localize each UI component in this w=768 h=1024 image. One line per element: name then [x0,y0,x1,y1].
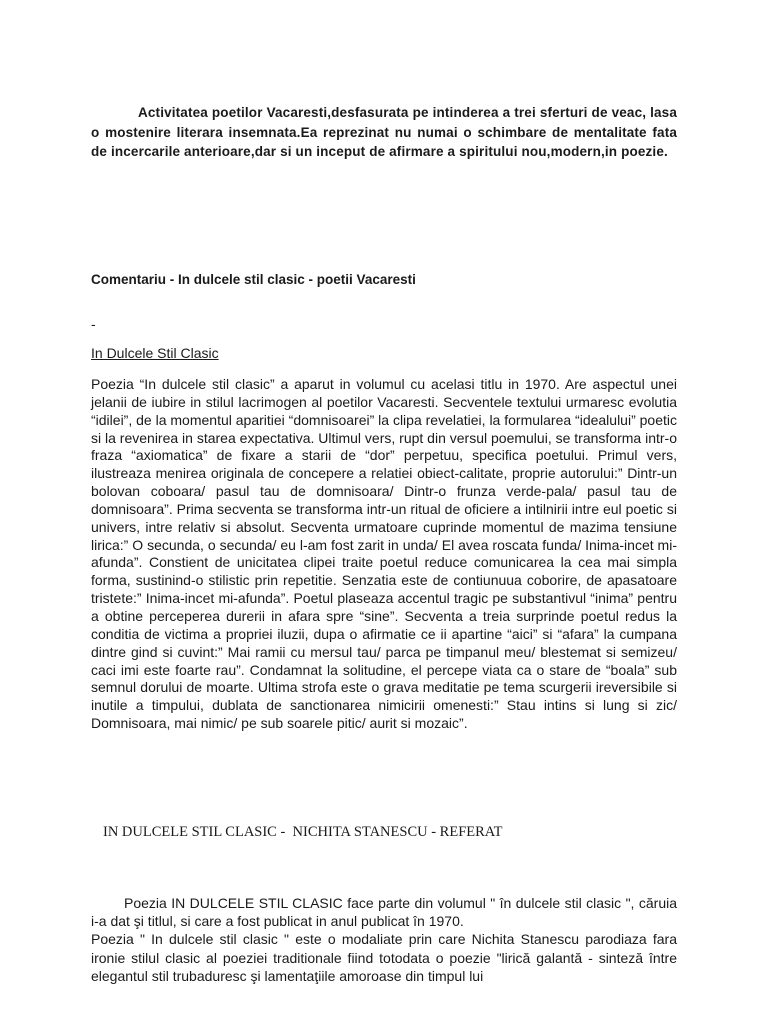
commentary-heading: Comentariu - In dulcele stil clasic - poetii Vacaresti [91,272,416,287]
commentary-body: Poezia “In dulcele stil clasic” a aparut in volumul cu acelasi titlu in 1970. Are aspectul unei jelanii de iubire in stilul lacrimogen al poetilor Vacaresti. Secventele textului urmaresc evolutia “idilei”, de la momentul aparitiei “domnisoarei” la clipa revelatiei, la formularea “idealului” poetic si la revenirea in starea expectativa. Ultimul vers, rupt din versul poemului, se transforma intr-o fraza “axiomatica” de fixare a starii de “dor” perpetuu, specifica poetului. Primul vers, ilustreaza menirea originala de concepere a relatiei obiect-calitate, proprie autorului:” Dintr-un bolovan coboara/ pasul tau de domnisoara/ Dintr-o frunza verde-pala/ pasul tau de domnisoara”. Prima secventa se transforma intr-un ritual de oficiere a intilnirii intre eul poetic si univers, intre relativ si absolut. Secventa urmatoare cuprinde momentul de mazima tensiune lirica:” O secunda, o secunda/ eu l-am fost zarit in unda/ El avea roscata funda/ Inima-incet mi-afunda”. Constient de unicitatea clipei traite poetul reduce comunicarea la cea mai simpla forma, sustinind-o stilistic prin repetitie. Senzatia este de contiunuua coborire, de apasatoare tristete:” Inima-incet mi-afunda”. Poetul plaseaza accentul tragic pe substantivul “inima” pentru a obtine perceperea durerii in afara spre “sine”. Secventa a treia surprinde poetul redus la conditia de victima a propriei iluzii, dupa o afirmatie ce ii apartine “aici” si “afara” la cumpana dintre gind si cuvint:” Mai ramii cu mersul tau/ parca pe timpanul meu/ blestemat si semizeu/ caci imi este foarte rau”. Condamnat la solitudine, el percepe viata ca o stare de “boala” sub semnul dorului de moarte. Ultima strofa este o grava meditatie pe tema scurgerii ireversibile si inutile a timpului, dublata de sanctionarea nimicirii omenesti:” Stau intins si lung si zic/ Domnisoara, mai nimic/ pe sub soarele pitic/ aurit si mozaic”. [91,376,677,732]
separator-dash: - [91,316,96,332]
referat-paragraph-1: Poezia IN DULCELE STIL CLASIC face parte din volumul " în dulcele stil clasic ", căruia i-a dat şi titlul, si care a fost publicat in anul publicat în 1970. [91,895,677,929]
intro-paragraph: Activitatea poetilor Vacaresti,desfasurata pe intinderea a trei sferturi de veac, lasa o mostenire literara insemnata.Ea reprezinat nu numai o schimbare de mentalitate fata de incercarile anterioare,dar si un inceput de afirmare a spiritului nou,modern,in poezie. [91,105,677,159]
poem-subtitle: In Dulcele Stil Clasic [91,345,219,361]
referat-heading: IN DULCELE STIL CLASIC - NICHITA STANESCU - REFERAT [103,824,503,840]
referat-paragraph-2: Poezia " In dulcele stil clasic " este o modaliate prin care Nichita Stanescu parodiaza fara ironie stilul clasic al poeziei traditionale fiind totodata o poezie "lirică galantă - sinteză între elegantul stil trubaduresc şi lamentaţiile amoroase din timpul lui [91,931,677,984]
